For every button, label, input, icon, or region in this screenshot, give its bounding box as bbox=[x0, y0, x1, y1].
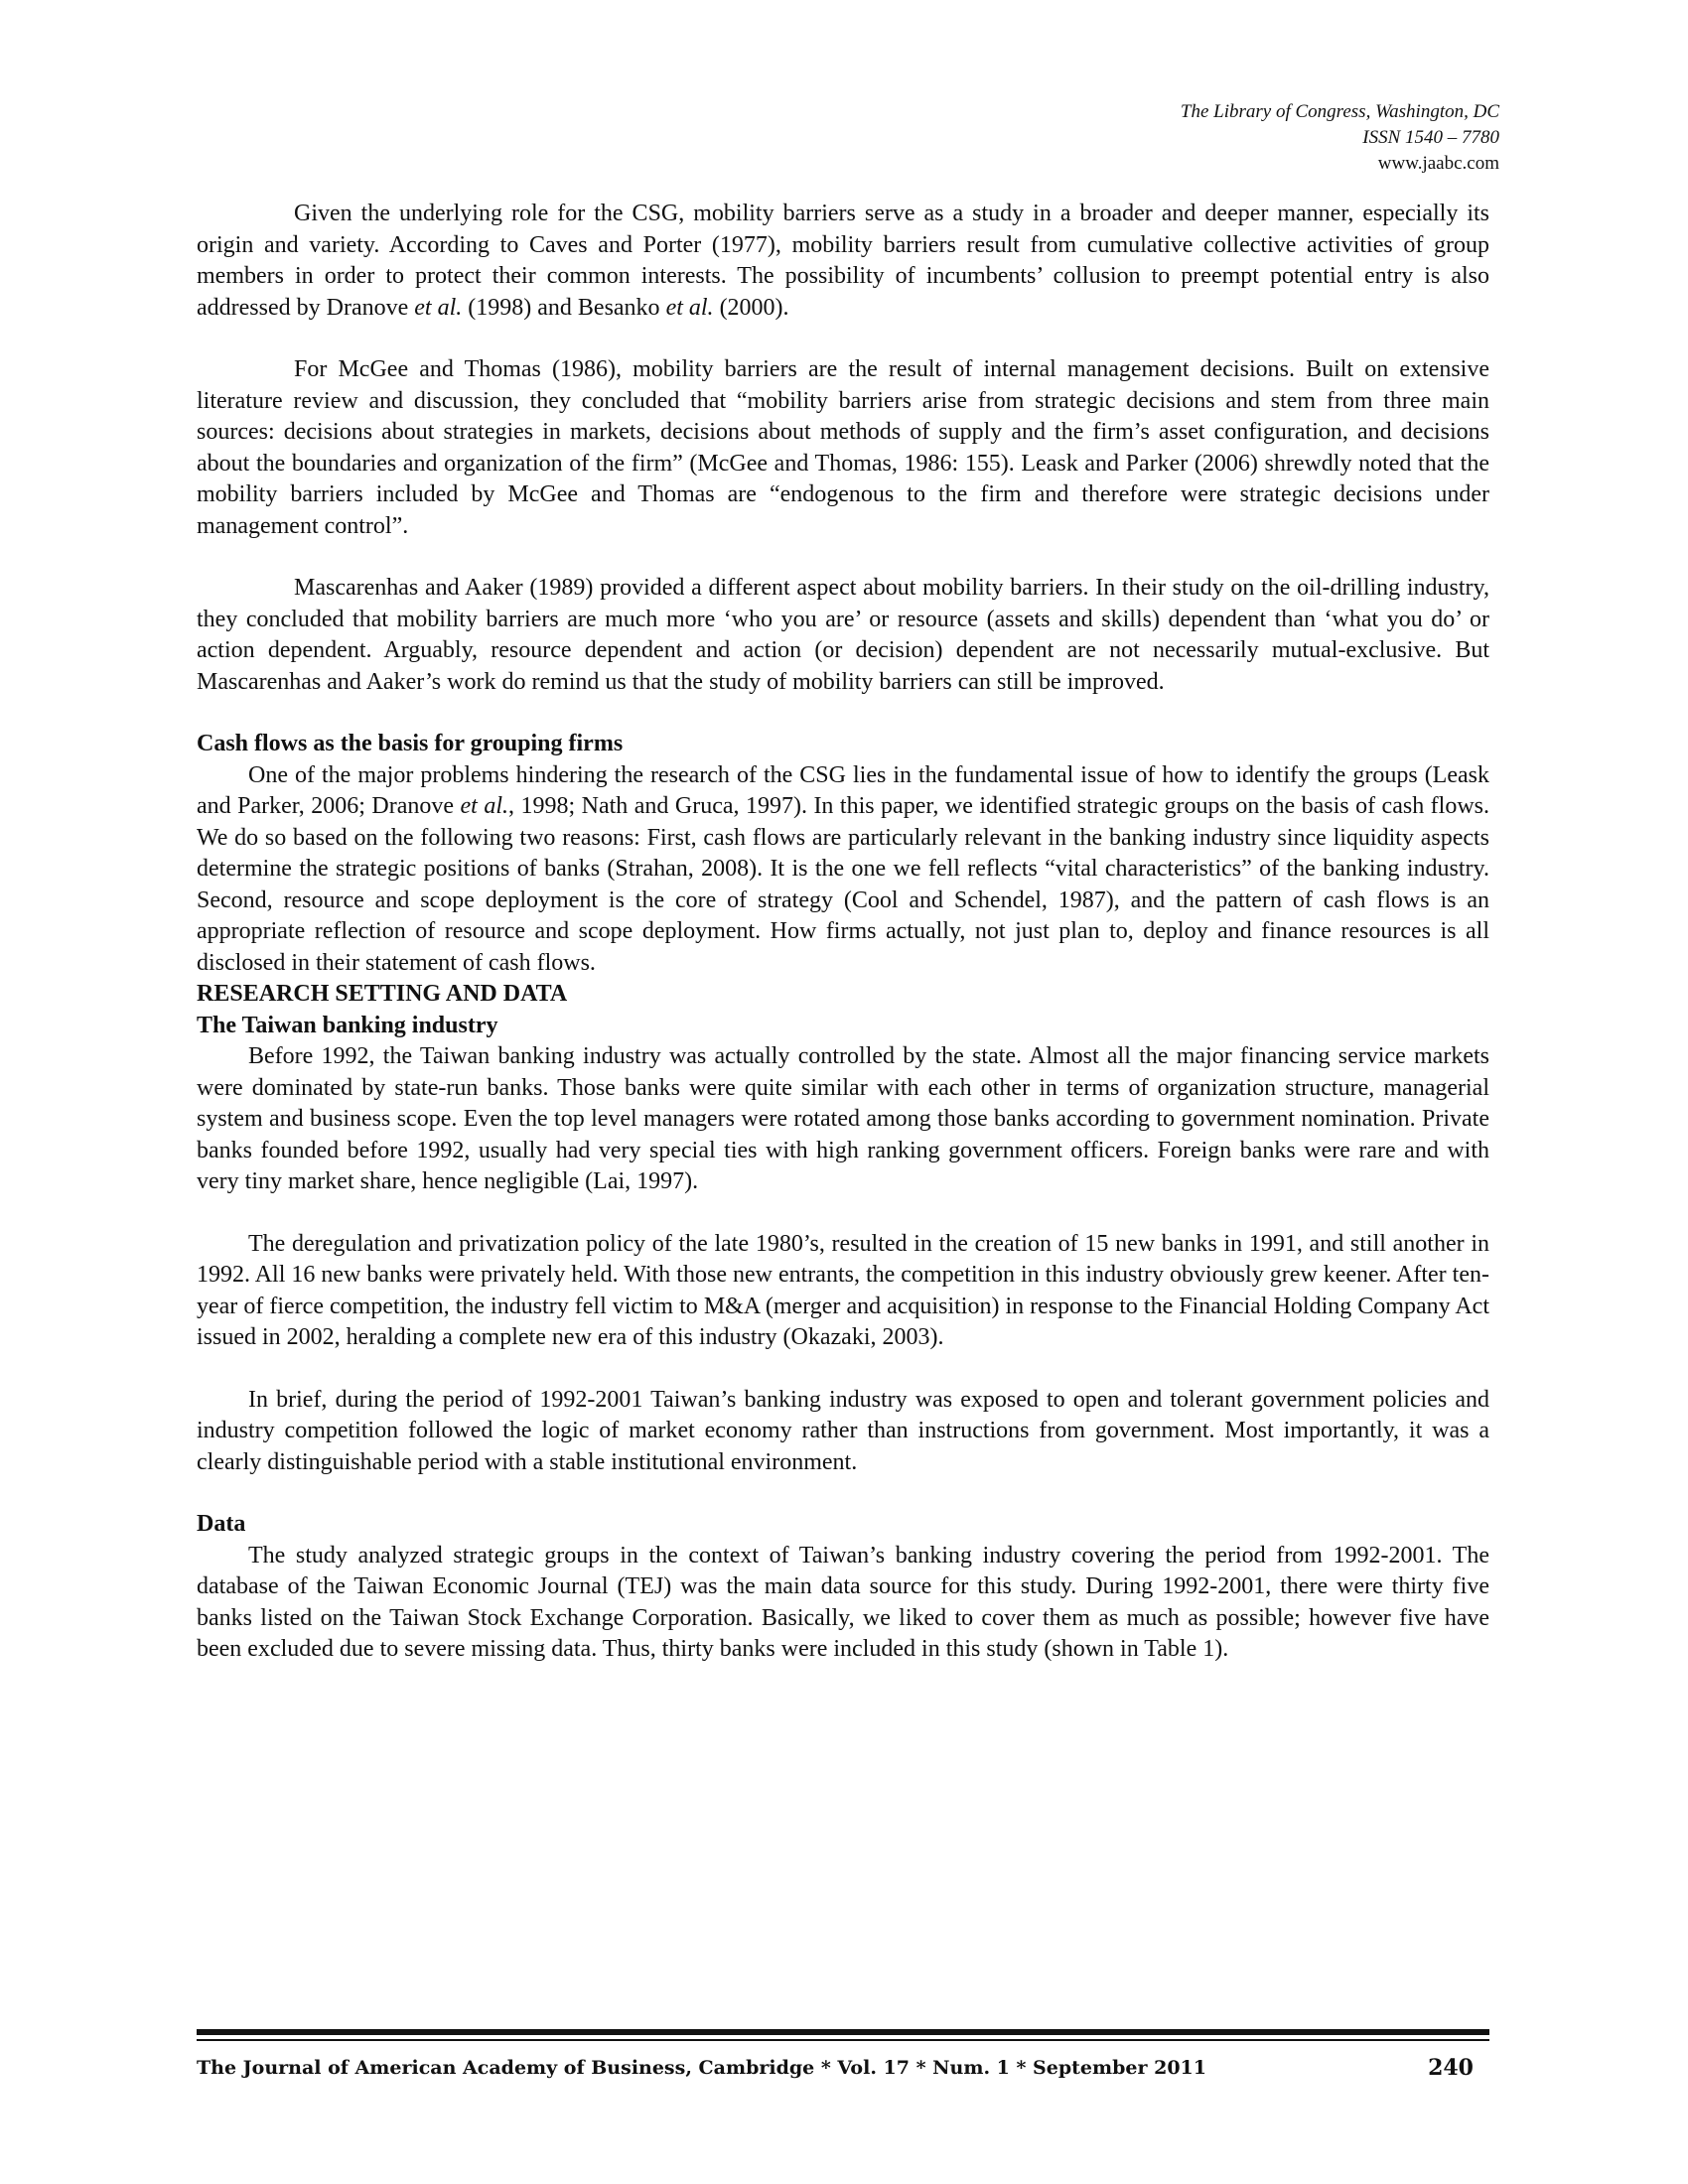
header-issn: ISSN 1540 – 7780 bbox=[1362, 127, 1499, 148]
paragraph-text: (2000). bbox=[713, 294, 789, 321]
heading-taiwan-banking: The Taiwan banking industry bbox=[197, 1012, 498, 1038]
page-number: 240 bbox=[1428, 2055, 1474, 2081]
footer-journal-citation: The Journal of American Academy of Business, Cambridge * Vol. 17 * Num. 1 * September 2011 bbox=[197, 2057, 1207, 2079]
section-title-research-setting: RESEARCH SETTING AND DATA bbox=[197, 981, 568, 1007]
paragraph-deregulation: The deregulation and privatization policy of the late 1980’s, resulted in the creation of 15 new banks in 1991, and still another in 1992. All 16 new banks were privately held. With those new entrants, the competition in this industry obviously grew keener. After ten-year of fierce competition, the industry fell victim to M&A (merger and acquisition) in response to the Financial Holding Company Act issued in 2002, heralding a complete new era of this industry (Okazaki, 2003). bbox=[197, 1230, 1489, 1350]
paragraph-mascarenhas-aaker: Mascarenhas and Aaker (1989) provided a different aspect about mobility barriers. In their study on the oil-drilling industry, they concluded that mobility barriers are much more ‘who you are’ or resource (assets and skills) dependent than ‘what you do’ or action dependent. Arguably, resource dependent and action (or decision) dependent are not necessarily mutual-exclusive. But Mascarenhas and Aaker’s work do remind us that the study of mobility barriers can still be improved. bbox=[197, 575, 1489, 695]
paragraph-in-brief: In brief, during the period of 1992-2001 Taiwan’s banking industry was exposed to open and tolerant government policies and industry competition followed the logic of market economy rather than instructions from government. Most importantly, it was a clearly distinguishable period with a stable institutional environment. bbox=[197, 1386, 1489, 1475]
heading-data: Data bbox=[197, 1511, 246, 1537]
paragraph-before-1992: Before 1992, the Taiwan banking industry was actually controlled by the state. Almost all the major financing service markets were dominated by state-run banks. Those banks were quite similar with each other in terms of organization structure, managerial system and business scope. Even the top level managers were rotated among those banks according to government nomination. Private banks founded before 1992, usually had very special ties with high ranking government officers. Foreign banks were rare and with very tiny market share, hence negligible (Lai, 1997). bbox=[197, 1043, 1489, 1194]
paragraph-csg-mobility-barriers bbox=[197, 199, 1489, 324]
citation-et-al: et al. bbox=[414, 294, 463, 321]
paragraph-text: (1998) and Besanko bbox=[462, 294, 666, 321]
heading-cash-flows: Cash flows as the basis for grouping firms bbox=[197, 731, 624, 756]
paragraph-data: The study analyzed strategic groups in the context of Taiwan’s banking industry covering the period from 1992-2001. The database of the Taiwan Economic Journal (TEJ) was the main data source for this study. During 1992-2001, there were thirty five banks listed on the Taiwan Stock Exchange Corporation. Basically, we liked to cover them as much as possible; however five have been excluded due to severe missing data. Thus, thirty banks were included in this study (shown in Table 1). bbox=[197, 1542, 1489, 1662]
paragraph-cash-flows bbox=[197, 760, 1489, 980]
paragraph-text: One of the major problems hindering the research of the CSG lies in the fundamental issue of how to identify the groups (Leask and Parker, 2006; Dranove bbox=[197, 761, 1489, 819]
citation-et-al: et al. bbox=[460, 793, 508, 819]
paragraph-text: , 1998; Nath and Gruca, 1997). In this paper, we identified strategic groups on the basis of cash flows. We do so based on the following two reasons: First, cash flows are particularly relevant in the banking industry since liquidity aspects determine the strategic positions of banks (Strahan, 2008). It is the one we fell reflects “vital characteristics” of the banking industry. Second, resource and scope deployment is the core of strategy (Cool and Schendel, 1987), and the pattern of cash flows is an appropriate reflection of resource and scope deployment. How firms actually, not just plan to, deploy and finance resources is all disclosed in their statement of cash flows. bbox=[197, 793, 1490, 976]
citation-et-al: et al. bbox=[665, 294, 714, 321]
running-header bbox=[1181, 99, 1499, 177]
header-library: The Library of Congress, Washington, DC bbox=[1180, 101, 1499, 122]
paragraph-text: Given the underlying role for the CSG, mobility barriers serve as a study in a broader and deeper manner, especially its origin and variety. According to Caves and Porter (1977), mobility barriers result from cumulative collective activities of group members in order to protect their common interests. The possibility of incumbents’ collusion to preempt potential entry is also addressed by Dranove bbox=[197, 201, 1489, 321]
footer-rule-thin bbox=[197, 2039, 1489, 2041]
paragraph-mcgee-thomas: For McGee and Thomas (1986), mobility barriers are the result of internal management decisions. Built on extensive literature review and discussion, they concluded that “mobility barriers arise from strategic decisions and stem from three main sources: decisions about strategies in markets, decisions about methods of supply and the firm’s asset configuration, and decisions about the boundaries and organization of the firm” (McGee and Thomas, 1986: 155). Leask and Parker (2006) shrewdly noted that the mobility barriers included by McGee and Thomas are “endogenous to the firm and therefore were strategic decisions under management control”. bbox=[197, 356, 1489, 539]
footer-rule bbox=[197, 2029, 1489, 2035]
page-body bbox=[197, 199, 1489, 1666]
header-website: www.jaabc.com bbox=[1377, 153, 1499, 174]
